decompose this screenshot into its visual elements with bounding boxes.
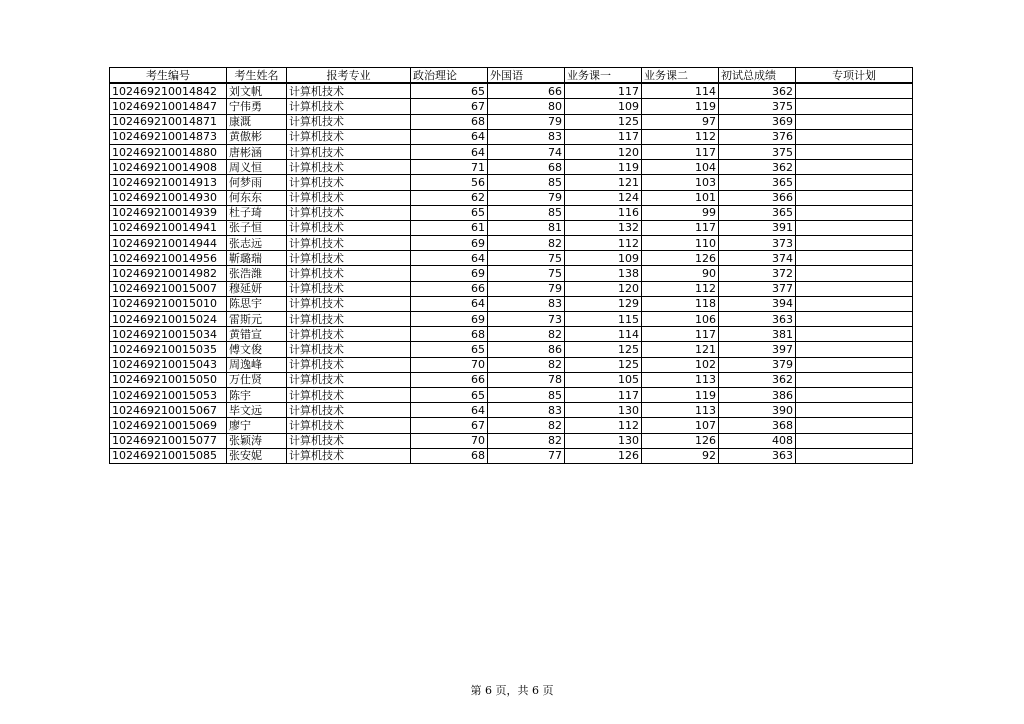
total-score-cell: 374 — [719, 251, 796, 266]
politics-score-cell: 62 — [411, 190, 488, 205]
major-cell: 计算机技术 — [287, 296, 411, 311]
col-header-politics: 政治理论 — [411, 68, 488, 84]
subject-two-score-cell: 119 — [642, 99, 719, 114]
politics-score-cell: 68 — [411, 327, 488, 342]
total-score-cell: 363 — [719, 312, 796, 327]
politics-score-cell: 65 — [411, 205, 488, 220]
candidate-name-cell: 刘文帆 — [227, 83, 287, 99]
candidate-name-cell: 张志远 — [227, 236, 287, 251]
candidate-name-cell: 万仕贤 — [227, 372, 287, 387]
subject-one-score-cell: 112 — [565, 236, 642, 251]
table-row — [110, 433, 913, 448]
foreign-language-score-cell: 82 — [488, 357, 565, 372]
politics-score-cell: 64 — [411, 403, 488, 418]
politics-score-cell: 69 — [411, 312, 488, 327]
col-header-special-plan: 专项计划 — [796, 68, 913, 84]
col-header-foreign-language: 外国语 — [488, 68, 565, 84]
politics-score-cell: 64 — [411, 129, 488, 144]
candidate-name-cell: 穆延妍 — [227, 281, 287, 296]
subject-one-score-cell: 130 — [565, 433, 642, 448]
subject-two-score-cell: 126 — [642, 251, 719, 266]
subject-two-score-cell: 126 — [642, 433, 719, 448]
subject-two-score-cell: 117 — [642, 220, 719, 235]
politics-score-cell: 65 — [411, 342, 488, 357]
candidate-id-cell: 102469210015024 — [110, 312, 227, 327]
subject-two-score-cell: 97 — [642, 114, 719, 129]
table-row — [110, 160, 913, 175]
major-cell: 计算机技术 — [287, 129, 411, 144]
subject-two-score-cell: 112 — [642, 129, 719, 144]
candidate-name-cell: 张浩潍 — [227, 266, 287, 281]
politics-score-cell: 66 — [411, 281, 488, 296]
foreign-language-score-cell: 66 — [488, 83, 565, 99]
table-row — [110, 418, 913, 433]
page-number-footer: 第 6 页，共 6 页 — [470, 684, 554, 697]
special-plan-cell — [796, 403, 913, 418]
major-cell: 计算机技术 — [287, 236, 411, 251]
special-plan-cell — [796, 418, 913, 433]
major-cell: 计算机技术 — [287, 266, 411, 281]
foreign-language-score-cell: 83 — [488, 129, 565, 144]
subject-one-score-cell: 114 — [565, 327, 642, 342]
candidate-name-cell: 陈宇 — [227, 387, 287, 402]
subject-one-score-cell: 120 — [565, 281, 642, 296]
total-score-cell: 376 — [719, 129, 796, 144]
subject-one-score-cell: 121 — [565, 175, 642, 190]
table-row — [110, 129, 913, 144]
col-header-subject-two: 业务课二 — [642, 68, 719, 84]
total-score-cell: 377 — [719, 281, 796, 296]
table-row — [110, 266, 913, 281]
total-score-cell: 365 — [719, 175, 796, 190]
subject-one-score-cell: 119 — [565, 160, 642, 175]
special-plan-cell — [796, 372, 913, 387]
foreign-language-score-cell: 74 — [488, 144, 565, 159]
total-score-cell: 394 — [719, 296, 796, 311]
subject-one-score-cell: 132 — [565, 220, 642, 235]
candidate-name-cell: 黄傲彬 — [227, 129, 287, 144]
candidate-name-cell: 雷斯元 — [227, 312, 287, 327]
table-row — [110, 312, 913, 327]
major-cell: 计算机技术 — [287, 114, 411, 129]
table-row — [110, 327, 913, 342]
politics-score-cell: 68 — [411, 114, 488, 129]
col-header-candidate-id: 考生编号 — [110, 68, 227, 84]
candidate-id-cell: 102469210014871 — [110, 114, 227, 129]
subject-two-score-cell: 92 — [642, 448, 719, 463]
total-score-cell: 397 — [719, 342, 796, 357]
table-row — [110, 190, 913, 205]
total-score-cell: 375 — [719, 99, 796, 114]
total-score-cell: 372 — [719, 266, 796, 281]
subject-two-score-cell: 119 — [642, 387, 719, 402]
foreign-language-score-cell: 82 — [488, 433, 565, 448]
foreign-language-score-cell: 81 — [488, 220, 565, 235]
subject-one-score-cell: 125 — [565, 357, 642, 372]
special-plan-cell — [796, 327, 913, 342]
foreign-language-score-cell: 78 — [488, 372, 565, 387]
foreign-language-score-cell: 68 — [488, 160, 565, 175]
politics-score-cell: 64 — [411, 296, 488, 311]
politics-score-cell: 70 — [411, 357, 488, 372]
special-plan-cell — [796, 357, 913, 372]
candidate-id-cell: 102469210015050 — [110, 372, 227, 387]
subject-two-score-cell: 106 — [642, 312, 719, 327]
special-plan-cell — [796, 144, 913, 159]
major-cell: 计算机技术 — [287, 251, 411, 266]
subject-two-score-cell: 102 — [642, 357, 719, 372]
politics-score-cell: 64 — [411, 144, 488, 159]
subject-one-score-cell: 105 — [565, 372, 642, 387]
foreign-language-score-cell: 80 — [488, 99, 565, 114]
politics-score-cell: 71 — [411, 160, 488, 175]
foreign-language-score-cell: 83 — [488, 403, 565, 418]
major-cell: 计算机技术 — [287, 205, 411, 220]
foreign-language-score-cell: 79 — [488, 114, 565, 129]
table-row — [110, 448, 913, 463]
subject-one-score-cell: 112 — [565, 418, 642, 433]
col-header-total-score: 初试总成绩 — [719, 68, 796, 84]
candidate-id-cell: 102469210014941 — [110, 220, 227, 235]
total-score-cell: 375 — [719, 144, 796, 159]
table-row — [110, 372, 913, 387]
subject-two-score-cell: 90 — [642, 266, 719, 281]
table-row — [110, 175, 913, 190]
major-cell: 计算机技术 — [287, 220, 411, 235]
total-score-cell: 369 — [719, 114, 796, 129]
table-row — [110, 83, 913, 99]
candidate-name-cell: 何梦雨 — [227, 175, 287, 190]
foreign-language-score-cell: 85 — [488, 175, 565, 190]
foreign-language-score-cell: 73 — [488, 312, 565, 327]
subject-one-score-cell: 138 — [565, 266, 642, 281]
special-plan-cell — [796, 190, 913, 205]
subject-two-score-cell: 99 — [642, 205, 719, 220]
special-plan-cell — [796, 175, 913, 190]
table-row — [110, 403, 913, 418]
special-plan-cell — [796, 296, 913, 311]
major-cell: 计算机技术 — [287, 190, 411, 205]
major-cell: 计算机技术 — [287, 433, 411, 448]
foreign-language-score-cell: 79 — [488, 281, 565, 296]
col-header-candidate-name: 考生姓名 — [227, 68, 287, 84]
foreign-language-score-cell: 83 — [488, 296, 565, 311]
candidate-name-cell: 周义恒 — [227, 160, 287, 175]
major-cell: 计算机技术 — [287, 99, 411, 114]
candidate-id-cell: 102469210014944 — [110, 236, 227, 251]
major-cell: 计算机技术 — [287, 418, 411, 433]
subject-two-score-cell: 112 — [642, 281, 719, 296]
major-cell: 计算机技术 — [287, 281, 411, 296]
major-cell: 计算机技术 — [287, 372, 411, 387]
foreign-language-score-cell: 82 — [488, 236, 565, 251]
candidate-id-cell: 102469210015069 — [110, 418, 227, 433]
foreign-language-score-cell: 85 — [488, 387, 565, 402]
foreign-language-score-cell: 82 — [488, 327, 565, 342]
major-cell: 计算机技术 — [287, 312, 411, 327]
candidate-id-cell: 102469210015085 — [110, 448, 227, 463]
candidate-name-cell: 毕文远 — [227, 403, 287, 418]
special-plan-cell — [796, 266, 913, 281]
candidate-name-cell: 唐彬涵 — [227, 144, 287, 159]
major-cell: 计算机技术 — [287, 387, 411, 402]
politics-score-cell: 67 — [411, 99, 488, 114]
table-row — [110, 296, 913, 311]
table-row — [110, 99, 913, 114]
candidate-id-cell: 102469210015053 — [110, 387, 227, 402]
candidate-name-cell: 靳璐瑞 — [227, 251, 287, 266]
major-cell: 计算机技术 — [287, 448, 411, 463]
foreign-language-score-cell: 79 — [488, 190, 565, 205]
candidate-id-cell: 102469210014847 — [110, 99, 227, 114]
politics-score-cell: 69 — [411, 266, 488, 281]
subject-one-score-cell: 129 — [565, 296, 642, 311]
special-plan-cell — [796, 433, 913, 448]
major-cell: 计算机技术 — [287, 175, 411, 190]
table-row — [110, 205, 913, 220]
politics-score-cell: 70 — [411, 433, 488, 448]
subject-one-score-cell: 125 — [565, 342, 642, 357]
subject-one-score-cell: 115 — [565, 312, 642, 327]
candidate-name-cell: 张子恒 — [227, 220, 287, 235]
major-cell: 计算机技术 — [287, 144, 411, 159]
candidate-id-cell: 102469210014873 — [110, 129, 227, 144]
candidate-name-cell: 何东东 — [227, 190, 287, 205]
subject-one-score-cell: 124 — [565, 190, 642, 205]
candidate-name-cell: 黄错宣 — [227, 327, 287, 342]
candidate-name-cell: 杜子琦 — [227, 205, 287, 220]
total-score-cell: 368 — [719, 418, 796, 433]
politics-score-cell: 66 — [411, 372, 488, 387]
politics-score-cell: 67 — [411, 418, 488, 433]
table-row — [110, 281, 913, 296]
total-score-cell: 362 — [719, 83, 796, 99]
subject-two-score-cell: 117 — [642, 327, 719, 342]
politics-score-cell: 65 — [411, 387, 488, 402]
subject-two-score-cell: 113 — [642, 372, 719, 387]
subject-two-score-cell: 117 — [642, 144, 719, 159]
candidate-name-cell: 张颖涛 — [227, 433, 287, 448]
subject-two-score-cell: 101 — [642, 190, 719, 205]
candidate-id-cell: 102469210014930 — [110, 190, 227, 205]
subject-one-score-cell: 109 — [565, 99, 642, 114]
subject-one-score-cell: 117 — [565, 387, 642, 402]
table-row — [110, 251, 913, 266]
candidate-name-cell: 宁伟勇 — [227, 99, 287, 114]
table-row — [110, 342, 913, 357]
special-plan-cell — [796, 160, 913, 175]
total-score-cell: 366 — [719, 190, 796, 205]
special-plan-cell — [796, 205, 913, 220]
candidate-id-cell: 102469210015034 — [110, 327, 227, 342]
foreign-language-score-cell: 77 — [488, 448, 565, 463]
candidate-id-cell: 102469210014982 — [110, 266, 227, 281]
candidate-id-cell: 102469210015010 — [110, 296, 227, 311]
subject-two-score-cell: 110 — [642, 236, 719, 251]
candidate-id-cell: 102469210015067 — [110, 403, 227, 418]
subject-two-score-cell: 104 — [642, 160, 719, 175]
subject-one-score-cell: 116 — [565, 205, 642, 220]
candidate-id-cell: 102469210015035 — [110, 342, 227, 357]
politics-score-cell: 69 — [411, 236, 488, 251]
politics-score-cell: 56 — [411, 175, 488, 190]
special-plan-cell — [796, 281, 913, 296]
total-score-cell: 386 — [719, 387, 796, 402]
subject-one-score-cell: 109 — [565, 251, 642, 266]
header-row — [110, 68, 913, 84]
candidate-name-cell: 周逸峰 — [227, 357, 287, 372]
foreign-language-score-cell: 82 — [488, 418, 565, 433]
candidate-id-cell: 102469210014880 — [110, 144, 227, 159]
total-score-cell: 373 — [719, 236, 796, 251]
foreign-language-score-cell: 75 — [488, 266, 565, 281]
table-row — [110, 144, 913, 159]
special-plan-cell — [796, 114, 913, 129]
table-row — [110, 357, 913, 372]
candidate-id-cell: 102469210014842 — [110, 83, 227, 99]
table-row — [110, 387, 913, 402]
score-table — [109, 67, 913, 464]
candidate-id-cell: 102469210014913 — [110, 175, 227, 190]
candidate-id-cell: 102469210015007 — [110, 281, 227, 296]
foreign-language-score-cell: 86 — [488, 342, 565, 357]
candidate-name-cell: 廖宁 — [227, 418, 287, 433]
major-cell: 计算机技术 — [287, 403, 411, 418]
subject-two-score-cell: 113 — [642, 403, 719, 418]
total-score-cell: 365 — [719, 205, 796, 220]
politics-score-cell: 65 — [411, 83, 488, 99]
total-score-cell: 391 — [719, 220, 796, 235]
table-row — [110, 236, 913, 251]
foreign-language-score-cell: 75 — [488, 251, 565, 266]
subject-one-score-cell: 125 — [565, 114, 642, 129]
total-score-cell: 390 — [719, 403, 796, 418]
total-score-cell: 363 — [719, 448, 796, 463]
candidate-name-cell: 张安妮 — [227, 448, 287, 463]
major-cell: 计算机技术 — [287, 357, 411, 372]
candidate-id-cell: 102469210015077 — [110, 433, 227, 448]
special-plan-cell — [796, 312, 913, 327]
special-plan-cell — [796, 251, 913, 266]
candidate-name-cell: 康溉 — [227, 114, 287, 129]
table-row — [110, 114, 913, 129]
subject-one-score-cell: 120 — [565, 144, 642, 159]
subject-two-score-cell: 103 — [642, 175, 719, 190]
subject-one-score-cell: 130 — [565, 403, 642, 418]
foreign-language-score-cell: 85 — [488, 205, 565, 220]
total-score-cell: 379 — [719, 357, 796, 372]
special-plan-cell — [796, 220, 913, 235]
major-cell: 计算机技术 — [287, 327, 411, 342]
subject-two-score-cell: 114 — [642, 83, 719, 99]
candidate-id-cell: 102469210015043 — [110, 357, 227, 372]
special-plan-cell — [796, 99, 913, 114]
special-plan-cell — [796, 387, 913, 402]
special-plan-cell — [796, 342, 913, 357]
subject-two-score-cell: 121 — [642, 342, 719, 357]
candidate-name-cell: 陈思宇 — [227, 296, 287, 311]
total-score-cell: 408 — [719, 433, 796, 448]
special-plan-cell — [796, 236, 913, 251]
candidate-id-cell: 102469210014908 — [110, 160, 227, 175]
major-cell: 计算机技术 — [287, 342, 411, 357]
major-cell: 计算机技术 — [287, 160, 411, 175]
subject-two-score-cell: 118 — [642, 296, 719, 311]
candidate-name-cell: 傅文俊 — [227, 342, 287, 357]
politics-score-cell: 61 — [411, 220, 488, 235]
subject-two-score-cell: 107 — [642, 418, 719, 433]
candidate-id-cell: 102469210014956 — [110, 251, 227, 266]
subject-one-score-cell: 117 — [565, 83, 642, 99]
candidate-id-cell: 102469210014939 — [110, 205, 227, 220]
total-score-cell: 381 — [719, 327, 796, 342]
col-header-subject-one: 业务课一 — [565, 68, 642, 84]
politics-score-cell: 64 — [411, 251, 488, 266]
subject-one-score-cell: 126 — [565, 448, 642, 463]
subject-one-score-cell: 117 — [565, 129, 642, 144]
table-row — [110, 220, 913, 235]
special-plan-cell — [796, 83, 913, 99]
special-plan-cell — [796, 448, 913, 463]
special-plan-cell — [796, 129, 913, 144]
politics-score-cell: 68 — [411, 448, 488, 463]
col-header-major: 报考专业 — [287, 68, 411, 84]
major-cell: 计算机技术 — [287, 83, 411, 99]
total-score-cell: 362 — [719, 372, 796, 387]
total-score-cell: 362 — [719, 160, 796, 175]
